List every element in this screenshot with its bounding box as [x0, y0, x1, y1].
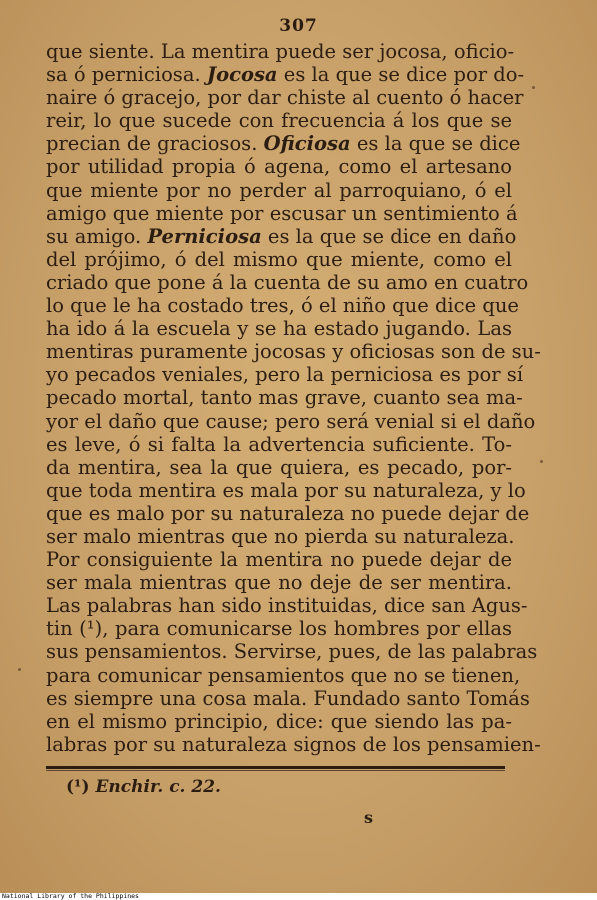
text-segment: ser mala mientras que no deje de ser mentira. — [46, 571, 512, 595]
text-line — [46, 386, 523, 410]
text-segment: reir, lo que sucede con frecuencia á los que se — [46, 109, 512, 133]
text-segment: en el mismo principio, dice: que siendo las pa- — [46, 709, 512, 733]
text-segment: que toda mentira es mala por su naturaleza, y lo — [46, 478, 526, 502]
text-line — [46, 224, 517, 248]
text-segment: que es malo por su naturaleza no puede dejar de — [46, 501, 530, 525]
text-segment: tin (¹), para comunicarse los hombres por ellas — [46, 617, 512, 641]
text-line — [46, 501, 530, 525]
text-line — [46, 640, 538, 664]
text-segment: precian de graciosos. — [46, 132, 264, 156]
text-line — [46, 363, 524, 387]
text-segment: sus pensamientos. Servirse, pues, de las palabras — [46, 640, 538, 664]
signature-mark: s — [364, 808, 374, 827]
italic-term: Oficiosa — [263, 132, 351, 156]
library-footer — [0, 893, 597, 900]
text-segment: su amigo. — [46, 224, 148, 248]
page-number: 307 — [279, 16, 318, 36]
text-segment: que siente. La mentira puede ser jocosa, oficio- — [46, 40, 515, 63]
text-line — [46, 524, 515, 548]
text-segment: yor el daño que cause; pero será venial si el daño — [46, 409, 536, 433]
paper-speck — [540, 460, 543, 463]
text-segment: lo que le ha costado tres, ó el niño que dice que — [46, 294, 519, 318]
paper-speck — [532, 86, 535, 89]
text-segment: criado que pone á la cuenta de su amo en cuatro — [46, 270, 529, 294]
text-segment: da mentira, sea la que quiera, es pecado, por- — [46, 455, 512, 479]
text-line — [46, 63, 525, 87]
text-segment: es siempre una cosa mala. Fundado santo Tomás — [46, 686, 530, 710]
text-segment: pecado mortal, tanto mas grave, cuanto sea ma- — [46, 386, 523, 410]
text-line — [46, 433, 512, 456]
text-line — [46, 248, 512, 271]
library-credit: National Library of the Philippines — [2, 892, 139, 900]
text-segment: es la que se dice en daño — [261, 224, 517, 248]
text-segment: naire ó gracejo, por dar chiste al cuento ó hacer — [46, 86, 524, 110]
footnote-rule-thin — [46, 770, 505, 771]
text-line — [46, 732, 541, 756]
text-line — [46, 155, 512, 178]
text-segment: para comunicar pensamientos que no se tienen, — [46, 663, 521, 687]
text-line — [46, 109, 512, 132]
text-line — [46, 571, 512, 594]
text-line — [46, 294, 519, 318]
text-segment: ha ido á la escuela y se ha estado jugando. Las — [46, 317, 512, 341]
text-segment: Las palabras han sido instituidas, dice san Agus- — [46, 594, 528, 618]
text-line — [46, 270, 529, 294]
text-line — [46, 340, 541, 364]
text-segment: del prójimo, ó del mismo que miente, como el — [46, 247, 512, 271]
footnote-marker: (¹) — [66, 777, 90, 797]
text-line — [46, 594, 528, 618]
text-segment: es leve, ó si falta la advertencia suficiente. To- — [46, 432, 512, 456]
footnote-rule — [46, 766, 505, 769]
text-segment: ser malo mientras que no pierda su naturaleza. — [46, 524, 515, 548]
text-segment: por utilidad propia ó agena, como el artesano — [46, 155, 512, 179]
paper-speck — [18, 668, 21, 671]
text-segment: yo pecados veniales, pero la perniciosa es por sí — [46, 363, 524, 387]
italic-term: Perniciosa — [147, 224, 262, 248]
text-segment: es la que se dice — [350, 132, 521, 156]
text-line — [46, 478, 526, 502]
footnote — [66, 777, 221, 797]
text-line — [46, 132, 521, 156]
body-text — [46, 40, 541, 756]
text-line — [46, 710, 512, 733]
text-segment: sa ó perniciosa. — [46, 63, 207, 87]
text-line — [46, 201, 518, 225]
text-segment: mentiras puramente jocosas y oficiosas son de su- — [46, 340, 541, 364]
text-line — [46, 40, 515, 63]
text-segment: que miente por no perder al parroquiano, ó el — [46, 178, 512, 202]
text-segment: labras por su naturaleza signos de los pensamien- — [46, 732, 541, 756]
footnote-text: Enchir. c. 22. — [95, 777, 221, 797]
text-line — [46, 548, 512, 571]
text-segment: es la que se dice por do- — [277, 63, 525, 87]
text-segment: amigo que miente por escusar un sentimiento á — [46, 201, 518, 225]
text-line — [46, 456, 512, 479]
text-line — [46, 663, 521, 687]
text-segment: Por consiguiente la mentira no puede dejar de — [46, 548, 512, 572]
italic-term: Jocosa — [206, 63, 278, 87]
text-line — [46, 179, 512, 202]
text-line — [46, 686, 530, 710]
text-line — [46, 409, 536, 433]
text-line — [46, 317, 512, 340]
text-line — [46, 86, 524, 110]
text-line — [46, 617, 512, 640]
